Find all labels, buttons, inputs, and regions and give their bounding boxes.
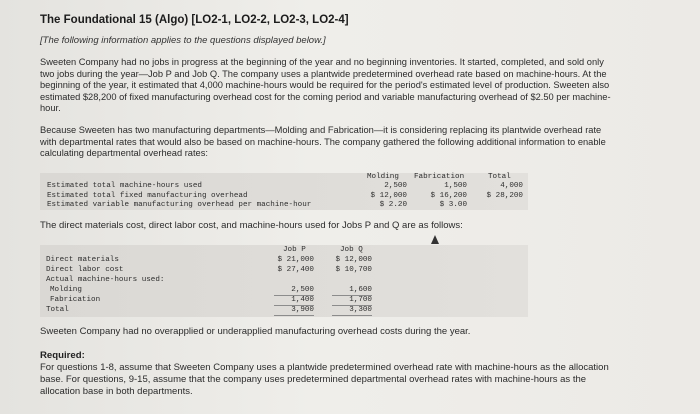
table2-cell: $ 12,000: [335, 256, 372, 264]
mouse-cursor-icon: [431, 235, 439, 244]
table1-cell: 1,500: [444, 182, 467, 190]
total-double-rule: [274, 315, 314, 316]
table2-cell: 1,400: [291, 296, 314, 304]
table2-header-job-q: Job Q: [340, 246, 363, 254]
table1-cell: 2,500: [384, 182, 407, 190]
table2-cell: 1,600: [349, 286, 372, 294]
table2-cell: 3,300: [349, 306, 372, 314]
table2-cell: $ 10,700: [335, 266, 372, 274]
table2-cell: $ 21,000: [277, 256, 314, 264]
paragraph-departments: Because Sweeten has two manufacturing departments—Molding and Fabrication—it is considering replacing its plantwide overhead rate with departmental rates that would also be based on machine-hours. The company gathered the following additional information to enable calculating departmental overhead rates:: [40, 125, 606, 159]
table1-cell: $ 2.20: [379, 201, 407, 209]
table1-cell: $ 3.00: [439, 201, 467, 209]
table2-row-label: Fabrication: [50, 296, 101, 304]
table1-row-label: Estimated total fixed manufacturing overhead: [47, 192, 248, 200]
paragraph-no-overapplied: Sweeten Company had no overapplied or underapplied manufacturing overhead costs during the year.: [40, 326, 471, 337]
subtitle: [The following information applies to the questions displayed below.]: [40, 35, 326, 46]
page-title: The Foundational 15 (Algo) [LO2-1, LO2-2, LO2-3, LO2-4]: [40, 14, 349, 26]
table2-row-label: Direct labor cost: [46, 266, 124, 274]
table1-header-total: Total: [488, 173, 511, 181]
table1-row-label: Estimated total machine-hours used: [47, 182, 202, 190]
required-text: For questions 1-8, assume that Sweeten Company uses a plantwide predetermined overhead rate with machine-hours as the allocation base. For questions, 9-15, assume that the company uses predetermined departmental overhead rates with machine-hours as the allocation base in both departments.: [40, 362, 609, 397]
table2-row-label: Molding: [50, 286, 82, 294]
total-double-rule: [332, 315, 372, 316]
table2-cell: 2,500: [291, 286, 314, 294]
paragraph-intro: Sweeten Company had no jobs in progress at the beginning of the year and no beginning inventories. It started, completed, and sold only two jobs during the year—Job P and Job Q. The company uses a plantwide predetermined overhead rate based on machine-hours. At the beginning of the year, it estimated that 4,000 machine-hours would be required for the period's estimated level of production. Sweeten also estimated $28,200 of fixed manufacturing overhead cost for the coming period and variable manufacturing overhead of $2.50 per machine-hour.: [40, 57, 611, 114]
required-heading: Required:: [40, 350, 85, 361]
table1-cell: $ 28,200: [486, 192, 523, 200]
table1-row-label: Estimated variable manufacturing overhead per machine-hour: [47, 201, 312, 209]
table2-row-label: Direct materials: [46, 256, 119, 264]
table1-header-fabrication: Fabrication: [414, 173, 465, 181]
table1-header-molding: Molding: [367, 173, 399, 181]
table1-cell: 4,000: [500, 182, 523, 190]
table2-row-label: Total: [46, 306, 69, 314]
table2-cell: $ 27,400: [277, 266, 314, 274]
table1-cell: $ 16,200: [430, 192, 467, 200]
table2-row-label: Actual machine-hours used:: [46, 276, 165, 284]
paragraph-jobs: The direct materials cost, direct labor cost, and machine-hours used for Jobs P and Q are as follows:: [40, 220, 463, 231]
table2-cell: 3,900: [291, 306, 314, 314]
table2-cell: 1,700: [349, 296, 372, 304]
table2-header-job-p: Job P: [283, 246, 306, 254]
table1-cell: $ 12,000: [370, 192, 407, 200]
